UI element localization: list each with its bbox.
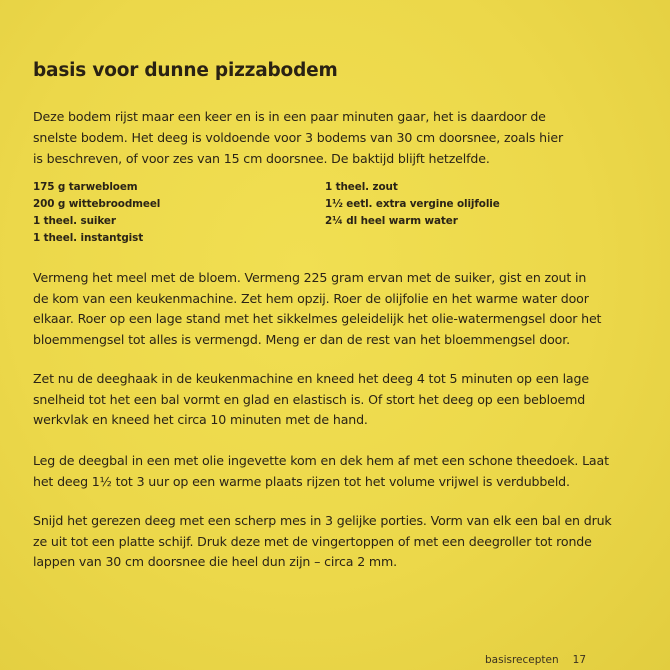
ingredients-right-column (325, 179, 500, 230)
ingredient-item: 1 theel. instantgist (33, 232, 144, 244)
intro-line: snelste bodem. Het deeg is voldoende voor 3 bodems van 30 cm doorsnee, zoals hier (33, 130, 563, 145)
instruction-line: snelheid tot het een bal vormt en glad en elastisch is. Of stort het deeg op een bebloemd (33, 391, 586, 407)
recipe-intro (33, 106, 613, 169)
instruction-paragraph (33, 451, 633, 492)
ingredient-item: 1½ eetl. extra vergine olijfolie (325, 198, 500, 210)
instruction-paragraph (33, 268, 633, 351)
intro-line: Deze bodem rijst maar een keer en is in een paar minuten gaar, het is daardoor de (33, 109, 546, 124)
ingredient-item: 175 g tarwebloem (33, 181, 138, 193)
instruction-line: elkaar. Roer op een lage stand met het sikkelmes geleidelijk het olie-watermengsel door het (33, 311, 602, 327)
instruction-line: het deeg 1½ tot 3 uur op een warme plaats rijzen tot het volume vrijwel is verdubbeld. (33, 473, 570, 489)
instruction-paragraph (33, 511, 633, 573)
instruction-line: werkvlak en kneed het circa 10 minuten met de hand. (33, 412, 368, 428)
instruction-line: Leg de deegbal in een met olie ingevette kom en dek hem af met een schone theedoek. Laat (33, 453, 609, 468)
instruction-line: de kom van een keukenmachine. Zet hem opzij. Roer de olijfolie en het warme water door (33, 290, 589, 306)
intro-line: is beschreven, of voor zes van 15 cm doorsnee. De baktijd blijft hetzelfde. (33, 151, 490, 166)
instruction-paragraph (33, 369, 633, 431)
ingredient-item: 2¼ dl heel warm water (325, 215, 458, 227)
ingredient-item: 200 g wittebroodmeel (33, 198, 161, 210)
instruction-line: Vermeng het meel met de bloem. Vermeng 225 gram ervan met de suiker, gist en zout in (33, 270, 587, 285)
page-footer (485, 654, 586, 666)
ingredient-item: 1 theel. zout (325, 181, 398, 193)
instruction-line: bloemmengsel tot alles is vermengd. Meng er dan de rest van het bloemmengsel door. (33, 332, 570, 348)
instruction-line: Zet nu de deeghaak in de keukenmachine en kneed het deeg 4 tot 5 minuten op een lage (33, 371, 589, 386)
instruction-line: lappen van 30 cm doorsnee die heel dun zijn – circa 2 mm. (33, 554, 397, 570)
ingredient-item: 1 theel. suiker (33, 215, 116, 227)
instruction-line: ze uit tot een platte schijf. Druk deze met de vingertoppen of met een deegroller tot ronde (33, 533, 592, 549)
instruction-line: Snijd het gerezen deeg met een scherp mes in 3 gelijke porties. Vorm van elk een bal en druk (33, 513, 612, 528)
page-number: 17 (572, 654, 587, 666)
ingredients-left-column (33, 179, 160, 247)
footer-section-label: basisrecepten (485, 654, 559, 666)
recipe-title: basis voor dunne pizzabodem (33, 60, 338, 81)
